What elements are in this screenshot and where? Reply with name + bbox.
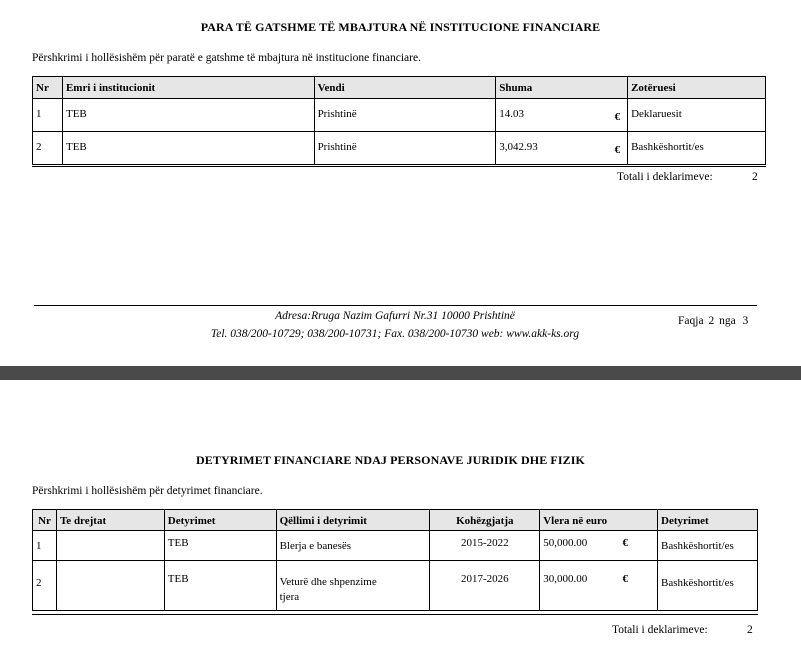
cell-owner: Bashkëshortit/es <box>628 132 766 165</box>
amount-value: 3,042.93 <box>499 141 538 153</box>
page-total: 3 <box>742 315 749 327</box>
euro-icon: € <box>622 573 629 585</box>
table-bottom-rule <box>32 614 758 615</box>
euro-icon: € <box>614 144 621 156</box>
euro-icon: € <box>622 537 629 549</box>
header-value: Vlera në euro <box>540 510 658 531</box>
cell-amount <box>496 99 628 132</box>
cell-holder: Bashkëshortit/es <box>658 531 758 561</box>
page-of-label: nga <box>719 315 736 327</box>
cell-holder: Bashkëshortit/es <box>658 561 758 611</box>
total-value: 2 <box>752 171 758 183</box>
table-header-row <box>33 77 766 99</box>
cell-place: Prishtinë <box>314 132 496 165</box>
cell-owner: Deklaruesit <box>628 99 766 132</box>
cell-amount <box>496 132 628 165</box>
header-nr: Nr <box>33 77 63 99</box>
header-rights: Te drejtat <box>56 510 164 531</box>
page-current: 2 <box>708 315 715 327</box>
cell-purpose: Veturë dhe shpenzime tjera <box>276 561 430 611</box>
cell-rights <box>56 531 164 561</box>
table-bottom-rule <box>32 166 766 167</box>
header-holder: Detyrimet <box>658 510 758 531</box>
footer-address: Adresa:Rruga Nazim Gafurri Nr.31 10000 Prishtinë <box>275 310 515 322</box>
liabilities-table <box>32 509 758 611</box>
cell-creditor: TEB <box>164 531 276 561</box>
cell-institution: TEB <box>62 132 314 165</box>
value-amount: 30,000.00 <box>543 573 588 585</box>
cell-place: Prishtinë <box>314 99 496 132</box>
table-row <box>33 531 758 561</box>
cell-creditor: TEB <box>164 561 276 611</box>
section-title-liabilities: DETYRIMET FINANCIARE NDAJ PERSONAVE JURIDIK DHE FIZIK <box>196 453 585 467</box>
cell-purpose: Blerja e banesës <box>276 531 430 561</box>
page-number <box>678 315 748 327</box>
header-owner: Zotëruesi <box>628 77 766 99</box>
footer-contact: Tel. 038/200-10729; 038/200-10731; Fax. 038/200-10730 web: www.akk-ks.org <box>210 328 580 340</box>
header-duration: Kohëzgjatja <box>430 510 540 531</box>
cell-rights <box>56 561 164 611</box>
amount-value: 14.03 <box>499 108 525 120</box>
section-description-liabilities: Përshkrimi i hollësishëm për detyrimet financiare. <box>32 485 263 497</box>
value-amount: 50,000.00 <box>543 537 588 549</box>
euro-icon: € <box>614 111 621 123</box>
total-label: Totali i deklarimeve: <box>617 171 713 183</box>
table-row <box>33 132 766 165</box>
header-place: Vendi <box>314 77 496 99</box>
section-description-cash: Përshkrimi i hollësishëm për paratë e gatshme të mbajtura në institucione financiare. <box>32 52 421 64</box>
cell-nr: 2 <box>33 561 57 611</box>
table-header-row <box>33 510 758 531</box>
header-purpose: Qëllimi i detyrimit <box>276 510 430 531</box>
section-title-cash: PARA TË GATSHME TË MBAJTURA NË INSTITUCIONE FINANCIARE <box>200 20 601 34</box>
table-row <box>33 99 766 132</box>
page-label: Faqja <box>678 315 704 327</box>
cell-value <box>540 531 658 561</box>
header-institution: Emri i institucionit <box>62 77 314 99</box>
total-value: 2 <box>747 624 753 636</box>
cell-institution: TEB <box>62 99 314 132</box>
header-amount: Shuma <box>496 77 628 99</box>
cell-nr: 1 <box>33 99 63 132</box>
header-nr: Nr <box>33 510 57 531</box>
cell-duration: 2015-2022 <box>430 531 540 561</box>
page-separator <box>0 366 801 380</box>
cell-nr: 2 <box>33 132 63 165</box>
cell-duration: 2017-2026 <box>430 561 540 611</box>
cell-value <box>540 561 658 611</box>
cash-table <box>32 76 766 165</box>
total-label: Totali i deklarimeve: <box>612 624 708 636</box>
cell-nr: 1 <box>33 531 57 561</box>
header-creditor: Detyrimet <box>164 510 276 531</box>
footer-divider <box>34 305 757 306</box>
table-row <box>33 561 758 611</box>
